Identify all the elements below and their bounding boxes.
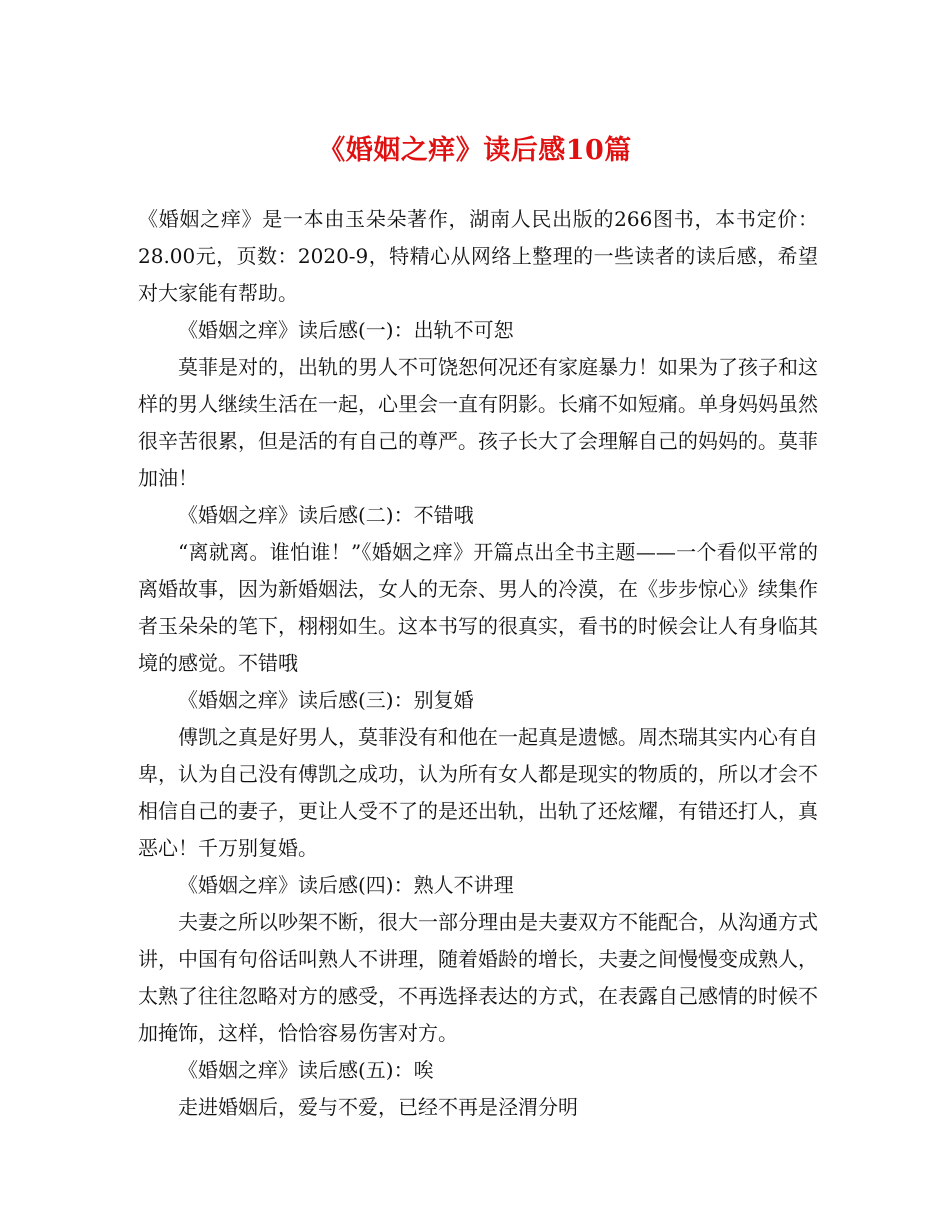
section-body-3: 傅凯之真是好男人，莫菲没有和他在一起真是遗憾。周杰瑞其实内心有自卑，认为自己没有傅凯之成功，认为所有女人都是现实的物质的，所以才会不相信自己的妻子，更让人受不了的是还出轨，出轨了还炫耀，有错还打人，真恶心！千万别复婚。 <box>138 725 818 860</box>
section-heading-3: 《婚姻之痒》读后感(三)：别复婚 <box>178 688 474 712</box>
section-body-2: “离就离。谁怕谁！”《婚姻之痒》开篇点出全书主题——一个看似平常的离婚故事，因为新婚姻法，女人的无奈、男人的冷漠，在《步步惊心》续集作者玉朵朵的笔下，栩栩如生。这本书写的很真实，看书的时候会让人有身临其境的感觉。不错哦 <box>138 540 818 675</box>
section-heading-1: 《婚姻之痒》读后感(一)：出轨不可恕 <box>178 318 514 342</box>
document-body <box>138 201 818 1126</box>
section-heading-4: 《婚姻之痒》读后感(四)：熟人不讲理 <box>178 873 514 897</box>
section-heading-2: 《婚姻之痒》读后感(二)：不错哦 <box>178 503 474 527</box>
section-body-1: 莫菲是对的，出轨的男人不可饶恕何况还有家庭暴力！如果为了孩子和这样的男人继续生活在一起，心里会一直有阴影。长痛不如短痛。单身妈妈虽然很辛苦很累，但是活的有自己的尊严。孩子长大了会理解自己的妈妈的。莫菲加油！ <box>138 355 818 490</box>
intro-paragraph: 《婚姻之痒》是一本由玉朵朵著作，湖南人民出版的266图书，本书定价：28.00元，页数：2020-9，特精心从网络上整理的一些读者的读后感，希望对大家能有帮助。 <box>138 207 818 305</box>
section-body-4: 夫妻之所以吵架不断，很大一部分理由是夫妻双方不能配合，从沟通方式讲，中国有句俗话叫熟人不讲理，随着婚龄的增长，夫妻之间慢慢变成熟人，太熟了往往忽略对方的感受，不再选择表达的方式，在表露自己感情的时候不加掩饰，这样，恰恰容易伤害对方。 <box>138 910 818 1045</box>
section-heading-5: 《婚姻之痒》读后感(五)：唉 <box>178 1058 434 1082</box>
section-body-5: 走进婚姻后，爱与不爱，已经不再是泾渭分明 <box>178 1095 578 1119</box>
document-title: 《婚姻之痒》读后感10篇 <box>318 135 632 166</box>
